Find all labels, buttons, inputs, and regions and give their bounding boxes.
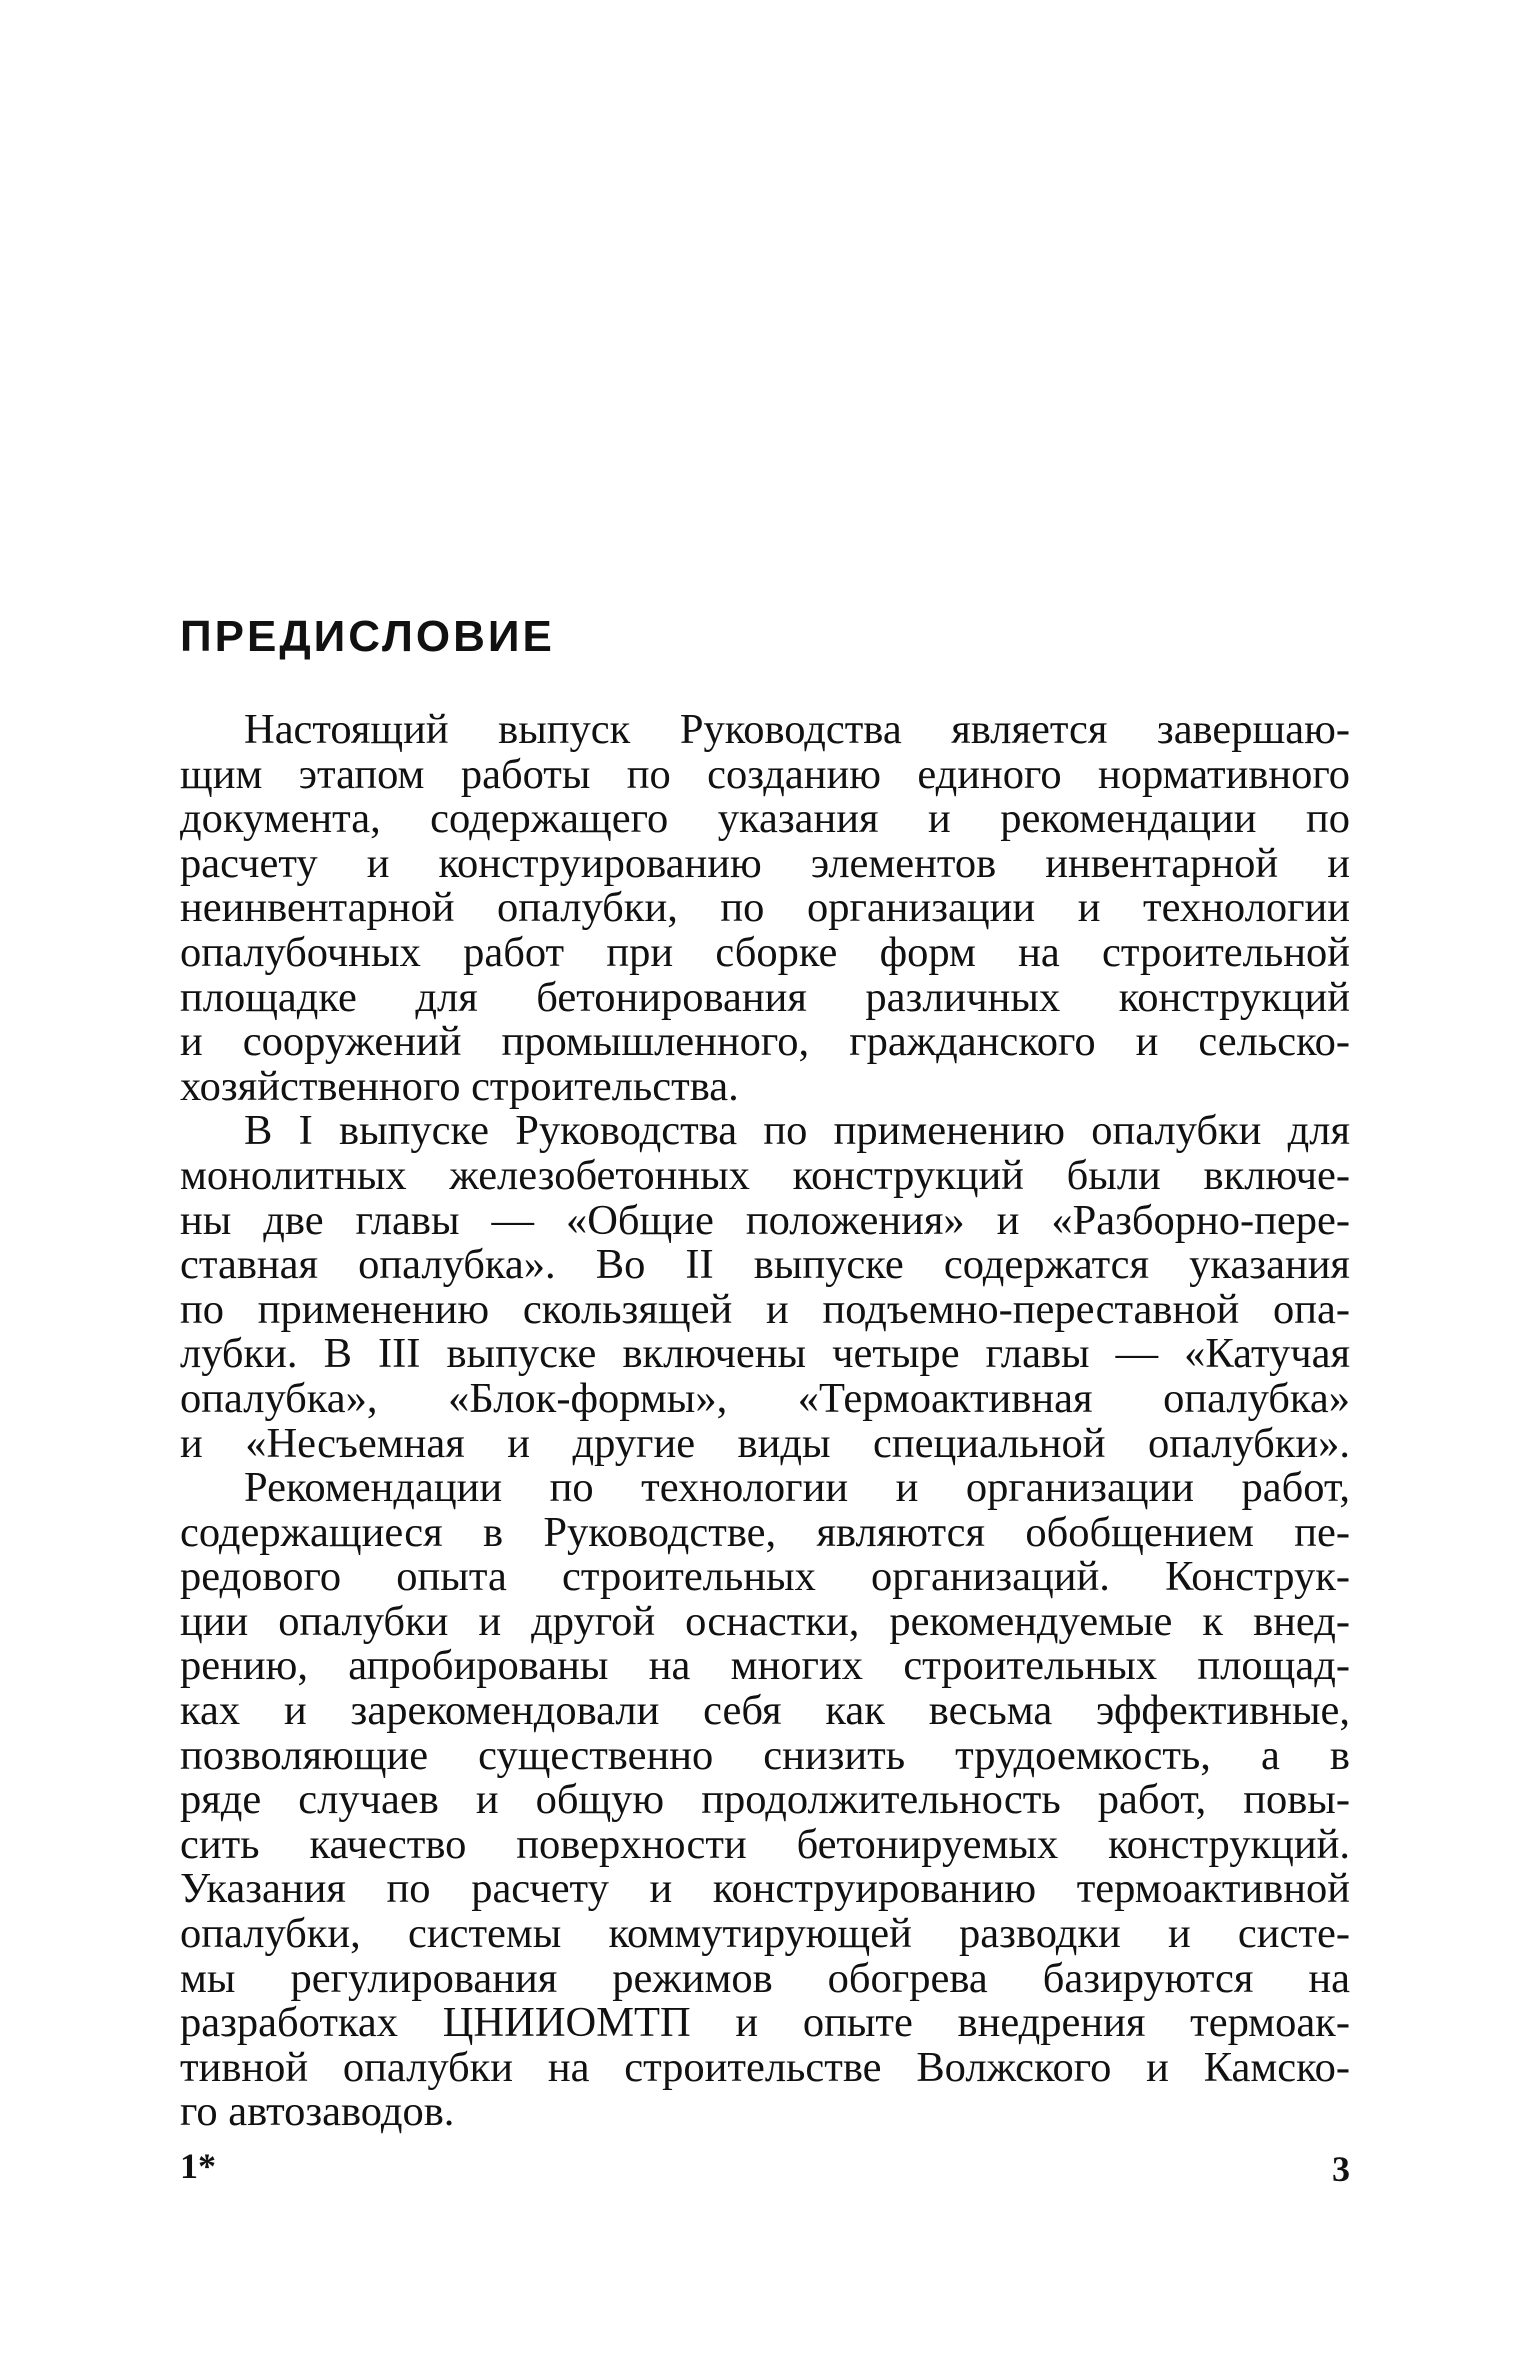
- text-line: хозяйственного строительства.: [180, 1062, 739, 1110]
- text-line: Рекомендации по технологии и организации работ,: [244, 1464, 1350, 1512]
- text-line: сить качество поверхности бетонируемых конструкций.: [180, 1820, 1350, 1868]
- text-line: Указания по расчету и конструированию термоактивной: [180, 1865, 1350, 1913]
- text-line: опалубка», «Блок-формы», «Термоактивная опалубка»: [180, 1374, 1350, 1422]
- text-line: расчету и конструированию элементов инвентарной и: [180, 839, 1350, 887]
- text-line: неинвентарной опалубки, по организации и технологии: [180, 884, 1350, 932]
- text-line: опалубочных работ при сборке форм на строительной: [180, 928, 1350, 976]
- text-line: позволяющие существенно снизить трудоемкость, а в: [180, 1731, 1350, 1779]
- text-line: ряде случаев и общую продолжительность работ, повы-: [180, 1776, 1350, 1824]
- page-number: 3: [1332, 2149, 1350, 2189]
- text-line: ках и зарекомендовали себя как весьма эффективные,: [180, 1687, 1350, 1735]
- text-line: ции опалубки и другой оснастки, рекомендуемые к внед-: [180, 1597, 1350, 1645]
- page-title: ПРЕДИСЛОВИЕ: [180, 612, 555, 661]
- text-line: го автозаводов.: [180, 2088, 455, 2136]
- text-line: по применению скользящей и подъемно-переставной опа-: [180, 1285, 1350, 1333]
- text-line: ставная опалубка». Во II выпуске содержатся указания: [180, 1241, 1350, 1289]
- signature-mark: 1*: [180, 2146, 216, 2186]
- text-line: редового опыта строительных организаций. Конструк-: [180, 1553, 1350, 1601]
- text-line: содержащиеся в Руководстве, являются обобщением пе-: [180, 1508, 1350, 1556]
- text-line: и сооружений промышленного, гражданского и сельско-: [180, 1018, 1350, 1066]
- text-line: ны две главы — «Общие положения» и «Разборно-пере-: [180, 1196, 1350, 1244]
- text-line: Настоящий выпуск Руководства является завершаю-: [244, 706, 1350, 753]
- text-line: и «Несъемная и другие виды специальной опалубки».: [180, 1419, 1350, 1467]
- text-line: опалубки, системы коммутирующей разводки и систе-: [180, 1910, 1350, 1958]
- text-line: лубки. В III выпуске включены четыре главы — «Катучая: [180, 1330, 1350, 1378]
- text-line: рению, апробированы на многих строительных площад-: [180, 1642, 1350, 1690]
- text-line: тивной опалубки на строительстве Волжского и Камско-: [180, 2043, 1350, 2091]
- text-line: площадке для бетонирования различных конструкций: [180, 973, 1350, 1021]
- text-line: мы регулирования режимов обогрева базируются на: [180, 1954, 1350, 2002]
- text-line: щим этапом работы по созданию единого нормативного: [180, 750, 1350, 798]
- text-line: В I выпуске Руководства по применению опалубки для: [244, 1107, 1350, 1155]
- text-line: документа, содержащего указания и рекомендации по: [180, 795, 1350, 843]
- body-text: [180, 708, 1350, 2135]
- text-line: монолитных железобетонных конструкций были включе-: [180, 1151, 1350, 1199]
- text-line: разработках ЦНИИОМТП и опыте внедрения термоак-: [180, 1999, 1350, 2047]
